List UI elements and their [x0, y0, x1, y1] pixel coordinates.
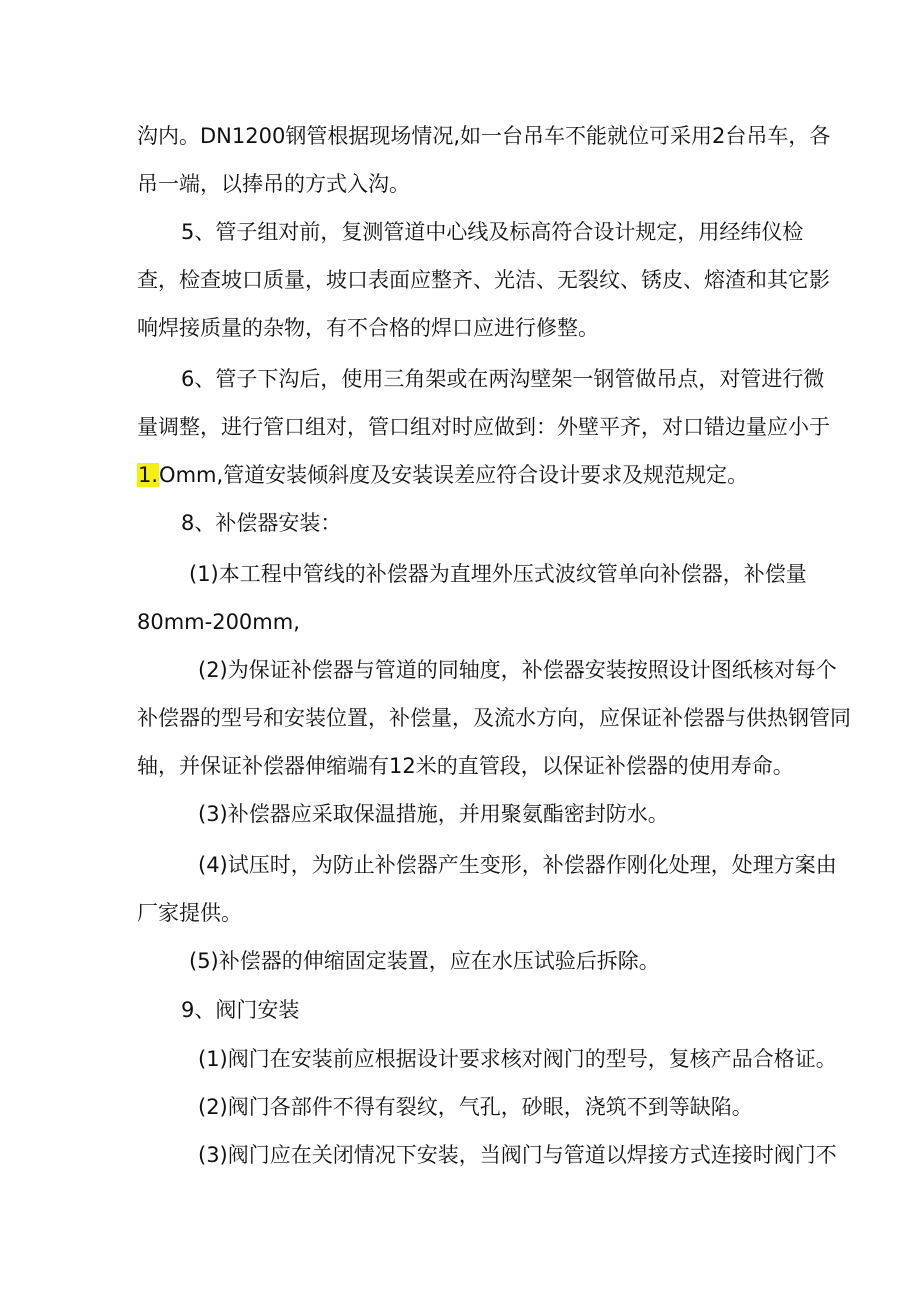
text-line: 沟内。DN1200钢管根据现场情况,如一台吊车不能就位可采用2台吊车，各: [137, 124, 831, 148]
text-line: (3)阀门应在关闭情况下安装，当阀门与管道以焊接方式连接时阀门不: [198, 1143, 837, 1167]
text-line: (5)补偿器的伸缩固定装置，应在水压试验后拆除。: [189, 949, 660, 973]
text-line-highlighted: [137, 460, 748, 490]
text-line: (3)补偿器应采取保温措施，并用聚氨酯密封防水。: [198, 802, 669, 826]
text-line: (1)阀门在安装前应根据设计要求核对阀门的型号，复核产品合格证。: [198, 1047, 837, 1071]
text-line: 吊一端，以捧吊的方式入沟。: [137, 172, 410, 196]
text-line: 轴，并保证补偿器伸缩端有12米的直管段，以保证补偿器的使用寿命。: [137, 754, 794, 778]
text-line: (2)阀门各部件不得有裂纹，气孔，砂眼，浇筑不到等缺陷。: [198, 1095, 753, 1119]
text-line-rest: Omm,管道安装倾斜度及安装误差应符合设计要求及规范规定。: [159, 463, 749, 487]
text-line: 查，检查坡口质量，坡口表面应整齐、光洁、无裂纹、锈皮、熔渣和其它影: [137, 268, 830, 292]
text-line: 补偿器的型号和安装位置，补偿量，及流水方向，应保证补偿器与供热钢管同: [137, 706, 851, 730]
text-line: 量调整，进行管口组对，管口组对时应做到：外壁平齐，对口错边量应小于: [137, 415, 830, 439]
section-heading: 9、阀门安装: [181, 998, 300, 1022]
text-line: 响焊接质量的杂物，有不合格的焊口应进行修整。: [137, 316, 599, 340]
highlight-mark: 1.: [138, 463, 159, 487]
text-line: 5、管子组对前，复测管道中心线及标高符合设计规定，用经纬仪检: [181, 220, 804, 244]
text-line: 6、管子下沟后，使用三角架或在两沟壁架一钢管做吊点，对管进行微: [181, 367, 825, 391]
text-line: (1)本工程中管线的补偿器为直埋外压式波纹管单向补偿器，补偿量: [189, 562, 807, 586]
text-line: (2)为保证补偿器与管道的同轴度，补偿器安装按照设计图纸核对每个: [198, 658, 837, 682]
section-heading: 8、补偿器安装：: [181, 511, 342, 535]
text-line: (4)试压时，为防止补偿器产生变形，补偿器作刚化处理，处理方案由: [198, 853, 837, 877]
text-line: 厂家提供。: [137, 901, 242, 925]
text-line: 80mm-200mm,: [137, 610, 300, 634]
